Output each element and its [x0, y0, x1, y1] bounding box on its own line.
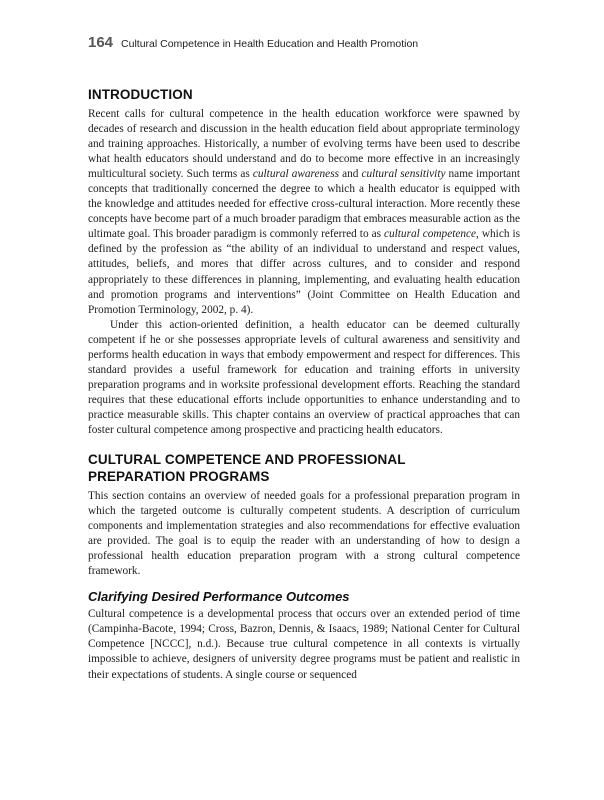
- italic-term: cultural sensitivity: [361, 168, 446, 181]
- body-text: [88, 86, 520, 683]
- text-run: and: [339, 168, 362, 181]
- heading-line: PREPARATION PROGRAMS: [88, 469, 270, 485]
- subsection-heading-outcomes: Clarifying Desired Performance Outcomes: [88, 589, 350, 605]
- paragraph-outcomes-1: Cultural competence is a developmental process that occurs over an extended period of time (Campinha-Bacote, 1994; Cross, Bazron, Dennis, & Isaacs, 1989; National Center for Cultural Competence [NCCC], n.d.). Because true cultural competence in all contexts is virtually impossible to achieve, designers of university degree programs must be patient and realistic in their expectations of students. A single course or sequenced: [88, 608, 520, 681]
- section-heading-introduction: INTRODUCTION: [88, 87, 193, 102]
- paragraph-intro-1: [88, 107, 520, 318]
- text-run: which is defined by the profession as “the ability of an individual to understand and respect values, attitudes, beliefs, and mores that differ across cultures, and to consider and respond appropriately to these differences in planning, implementing, and evaluating health education and promotion programs and interventions” (Joint Committee on Health Education and Promotion Terminology, 2002, p. 4).: [88, 228, 521, 316]
- paragraph-intro-2: Under this action-oriented definition, a health educator can be deemed culturally competent if he or she possesses appropriate levels of cultural awareness and sensitivity and performs health education in ways that embody empowerment and respect for differences. This standard provides a useful framework for education and training efforts in university preparation programs and in worksite professional development efforts. Reaching the standard requires that these educational efforts include opportunities to enhance understanding and to practice measurable skills. This chapter contains an overview of practical approaches that can foster cultural competence among prospective and practicing health educators.: [88, 318, 520, 436]
- running-title: Cultural Competence in Health Education and Health Promotion: [121, 38, 419, 50]
- running-head: [88, 34, 528, 52]
- italic-term: cultural competence,: [383, 228, 479, 241]
- italic-term: cultural awareness: [252, 168, 339, 181]
- section-heading-professional-preparation: [88, 451, 520, 485]
- paragraph-prep-1: This section contains an overview of needed goals for a professional preparation program in which the targeted outcome is culturally competent students. A description of curriculum components and implementation strategies and also recommendations for effective evaluation are provided. The goal is to equip the reader with an understanding of how to design a professional health education preparation program with a strong cultural competence framework.: [88, 490, 520, 578]
- text-run: name important concepts that traditionally concerned the degree to which a health educator is equipped with the knowledge and attitudes needed for effective cross-cultural interaction. More recently these concepts have become part of a much broader paradigm that embraces measurable action as the ultimate goal. This broader paradigm is commonly referred to as: [88, 168, 520, 241]
- text-run: Recent calls for cultural competence in the health education workforce were spawned by decades of research and discussion in the health education field about appropriate terminology and training approaches. Historically, a number of evolving terms have been used to describe what health educators should understand and do to become more effective in an increasingly multicultural society. Such terms as: [88, 108, 520, 181]
- heading-line: CULTURAL COMPETENCE AND PROFESSIONAL: [88, 452, 406, 468]
- page-number: 164: [88, 34, 114, 51]
